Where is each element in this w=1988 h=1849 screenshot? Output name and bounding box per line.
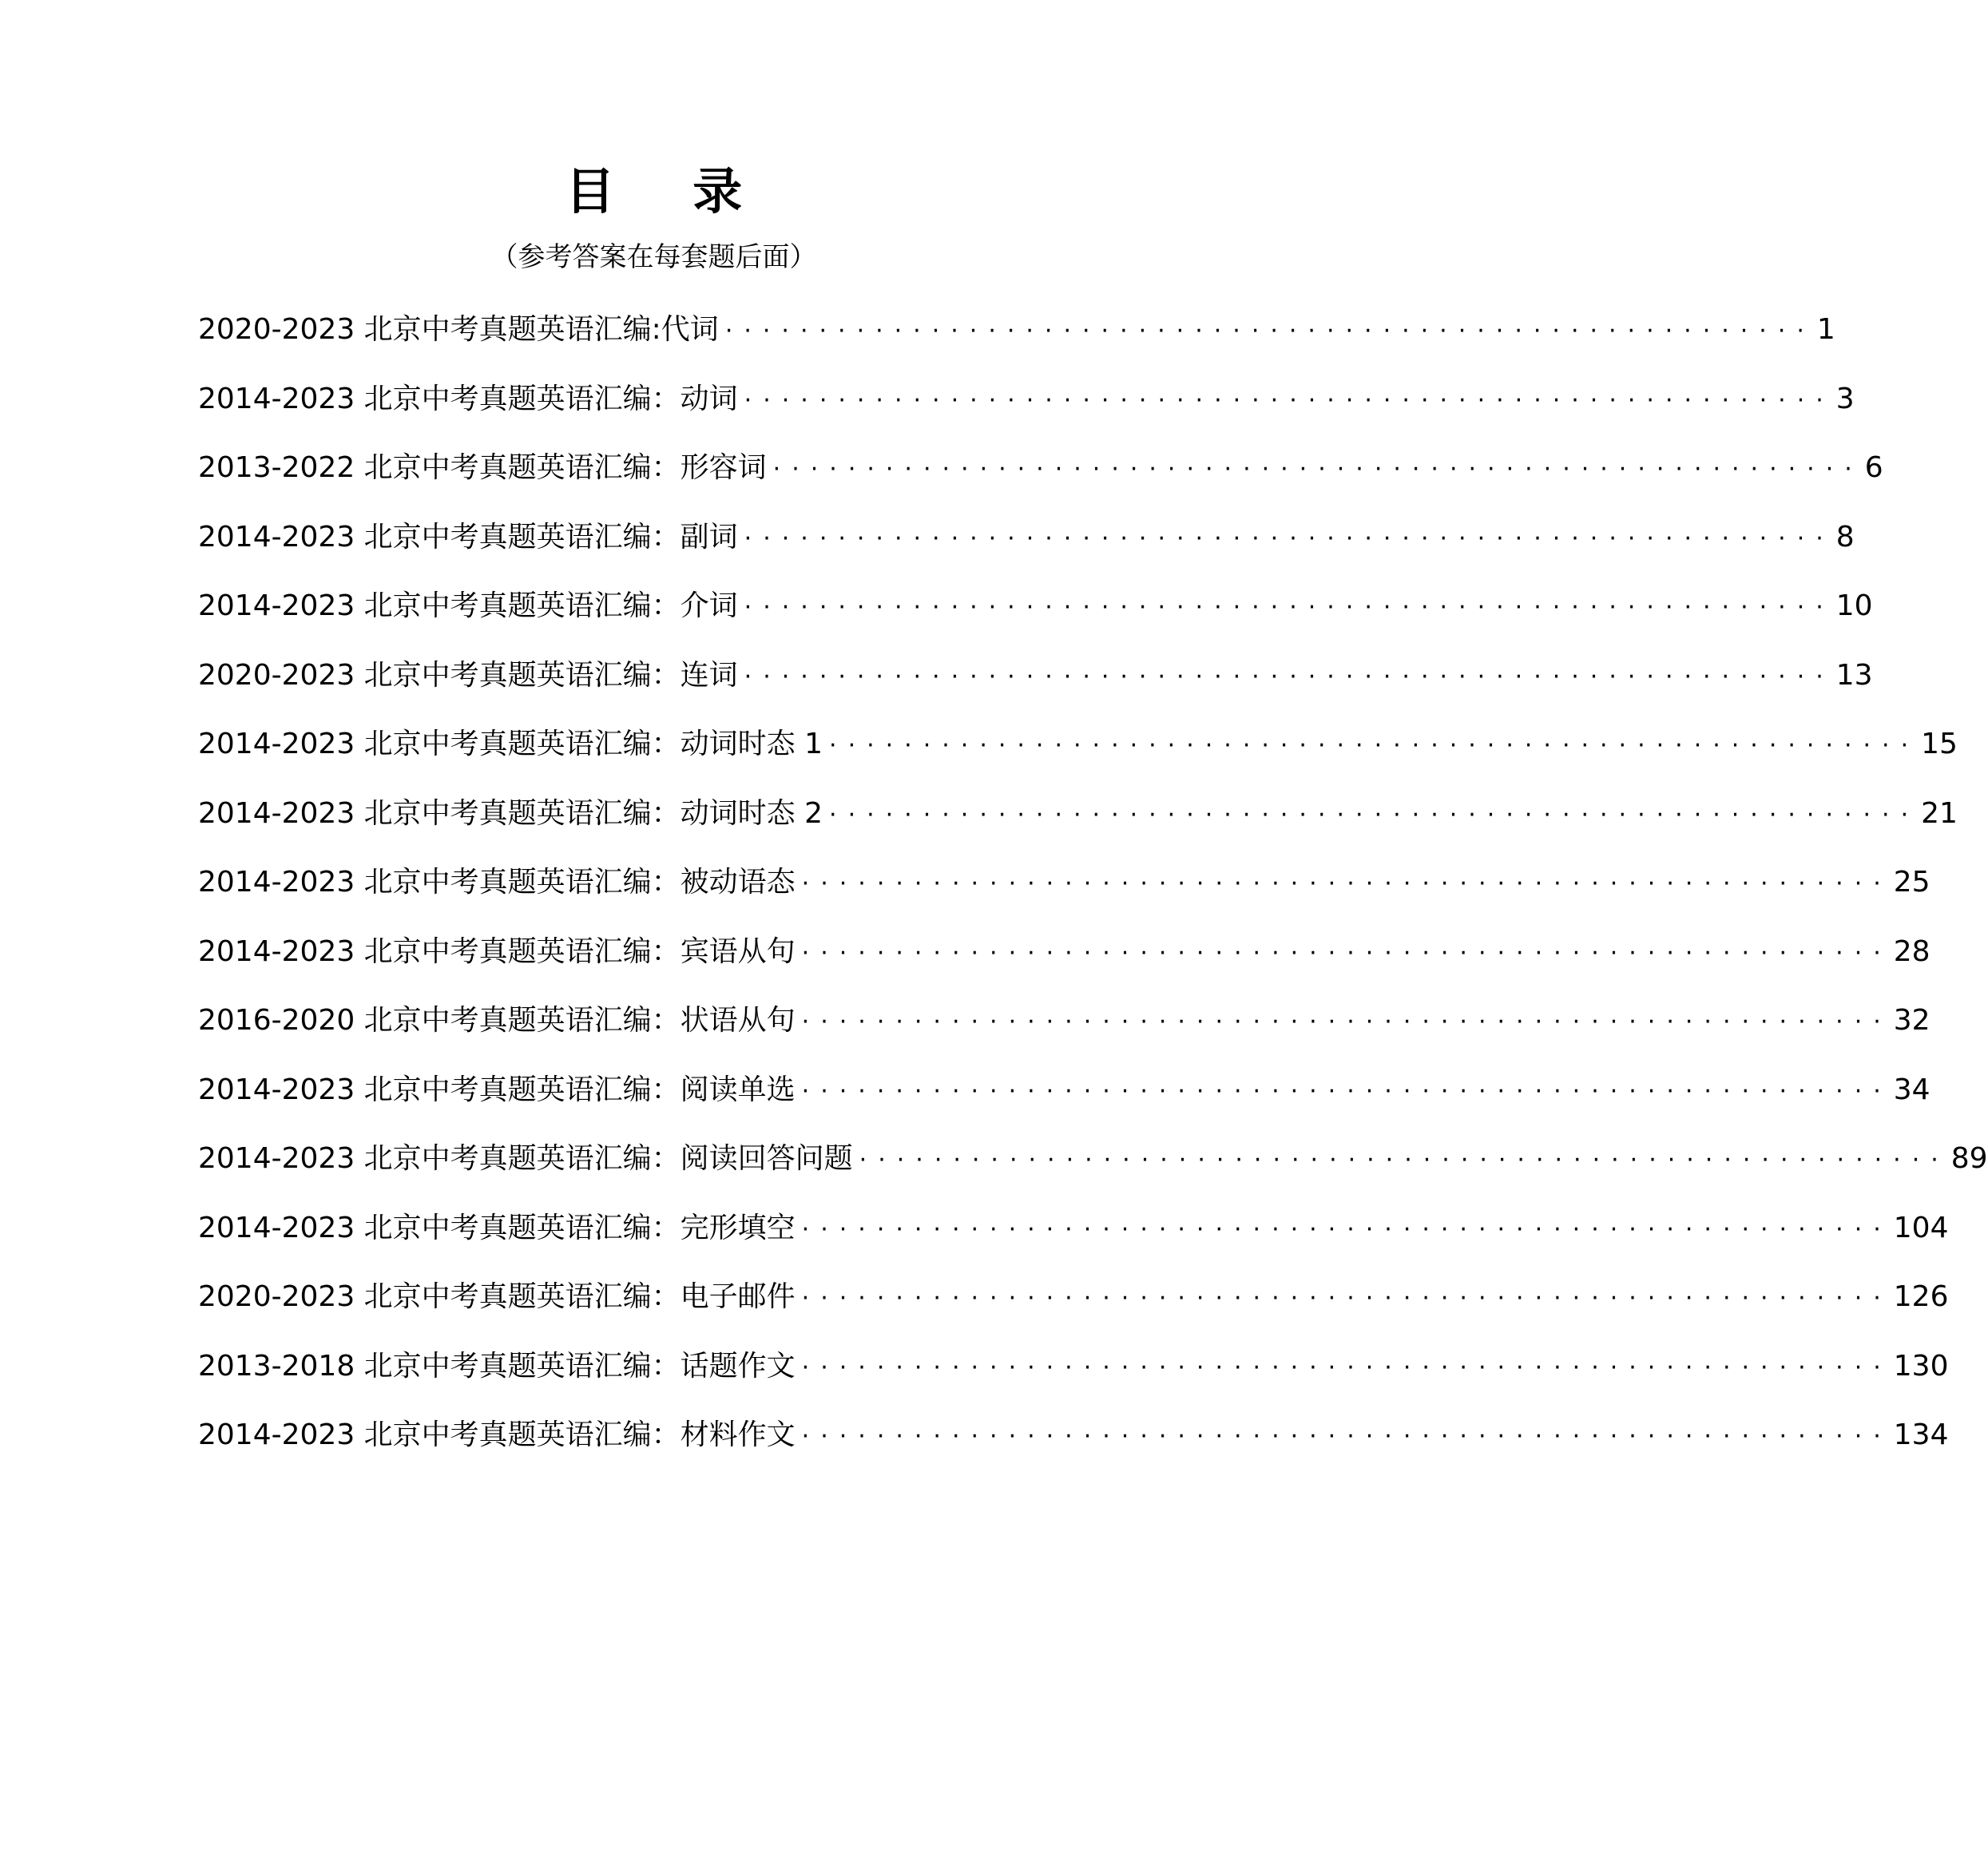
toc-entry-label: 2014-2023 北京中考真题英语汇编：宾语从句 xyxy=(198,934,796,968)
toc-dot-leader: ·························································· xyxy=(801,1422,1892,1450)
toc-entry-page-number: 89 xyxy=(1950,1142,1988,1175)
toc-entry-page-number: 134 xyxy=(1893,1418,1949,1451)
toc-dot-leader: ·························································· xyxy=(744,524,1835,553)
toc-dot-leader: ·························································· xyxy=(744,386,1835,415)
toc-entry[interactable] xyxy=(198,584,1873,653)
toc-entry[interactable] xyxy=(198,515,1855,585)
toc-entry-page-number: 8 xyxy=(1835,520,1855,554)
toc-dot-leader: ·························································· xyxy=(859,1146,1950,1174)
toc-entry-page-number: 21 xyxy=(1921,796,1958,830)
toc-entry[interactable] xyxy=(198,1068,1930,1137)
toc-entry-label: 2014-2023 北京中考真题英语汇编：副词 xyxy=(198,520,738,554)
toc-entry-page-number: 104 xyxy=(1893,1211,1949,1244)
toc-dot-leader: ·························································· xyxy=(724,317,1815,345)
toc-entry-label: 2014-2023 北京中考真题英语汇编：材料作文 xyxy=(198,1418,796,1451)
toc-dot-leader: ·························································· xyxy=(801,938,1892,967)
toc-entry-page-number: 1 xyxy=(1816,313,1835,346)
toc-entry-label: 2014-2023 北京中考真题英语汇编：介词 xyxy=(198,589,738,622)
toc-entry-label: 2014-2023 北京中考真题英语汇编：动词时态 1 xyxy=(198,728,823,760)
toc-entry-page-number: 25 xyxy=(1893,866,1930,899)
toc-entry-label: 2014-2023 北京中考真题英语汇编：完形填空 xyxy=(198,1211,796,1244)
toc-entry[interactable] xyxy=(198,377,1855,446)
page-subtitle: （参考答案在每套题后面） xyxy=(490,241,817,273)
toc-entry-page-number: 28 xyxy=(1893,934,1930,968)
toc-dot-leader: ·························································· xyxy=(801,1077,1892,1105)
toc-entry-label: 2014-2023 北京中考真题英语汇编：被动语态 xyxy=(198,866,796,899)
toc-entry-page-number: 34 xyxy=(1893,1073,1930,1106)
toc-entry-page-number: 32 xyxy=(1893,1004,1930,1037)
toc-entry-label: 2014-2023 北京中考真题英语汇编：动词时态 2 xyxy=(198,796,823,830)
toc-entry[interactable] xyxy=(198,308,1835,377)
toc-dot-leader: ·························································· xyxy=(801,870,1892,898)
toc-entry-label: 2016-2020 北京中考真题英语汇编：状语从句 xyxy=(198,1004,796,1037)
toc-dot-leader: ·························································· xyxy=(772,455,1863,483)
toc-entry[interactable] xyxy=(198,1206,1949,1276)
toc-entry-page-number: 130 xyxy=(1893,1349,1949,1383)
toc-entry[interactable] xyxy=(198,653,1873,723)
toc-entry-page-number: 13 xyxy=(1835,658,1873,692)
toc-entry-label: 2020-2023 北京中考真题英语汇编：电子邮件 xyxy=(198,1280,796,1313)
toc-entry-page-number: 10 xyxy=(1835,589,1873,622)
toc-entry-page-number: 3 xyxy=(1835,382,1855,415)
toc-entry-label: 2014-2023 北京中考真题英语汇编：动词 xyxy=(198,382,738,415)
toc-dot-leader: ·························································· xyxy=(801,1353,1892,1382)
toc-entry[interactable] xyxy=(198,930,1930,999)
toc-dot-leader: ·························································· xyxy=(744,662,1835,691)
toc-entry-label: 2020-2023 北京中考真题英语汇编：连词 xyxy=(198,658,738,692)
toc-entry[interactable] xyxy=(198,998,1930,1068)
table-of-contents xyxy=(198,308,1988,1482)
toc-entry[interactable] xyxy=(198,722,1958,792)
toc-entry[interactable] xyxy=(198,1344,1949,1414)
toc-dot-leader: ·························································· xyxy=(829,732,1920,760)
toc-entry[interactable] xyxy=(198,1275,1949,1344)
toc-entry[interactable] xyxy=(198,1137,1988,1206)
toc-dot-leader: ·························································· xyxy=(801,1008,1892,1036)
toc-entry[interactable] xyxy=(198,446,1883,515)
page-title: 目 录 xyxy=(565,162,773,220)
toc-entry-label: 2020-2023 北京中考真题英语汇编:代词 xyxy=(198,313,719,346)
toc-entry[interactable] xyxy=(198,792,1958,861)
toc-entry[interactable] xyxy=(198,1413,1949,1482)
toc-dot-leader: ·························································· xyxy=(829,800,1920,829)
toc-entry-page-number: 15 xyxy=(1921,728,1958,760)
toc-entry[interactable] xyxy=(198,860,1930,930)
toc-entry-label: 2013-2022 北京中考真题英语汇编：形容词 xyxy=(198,451,767,484)
toc-entry-label: 2014-2023 北京中考真题英语汇编：阅读回答问题 xyxy=(198,1142,853,1175)
toc-entry-label: 2013-2018 北京中考真题英语汇编：话题作文 xyxy=(198,1349,796,1383)
toc-entry-page-number: 126 xyxy=(1893,1280,1949,1313)
toc-dot-leader: ·························································· xyxy=(801,1284,1892,1312)
toc-dot-leader: ·························································· xyxy=(744,593,1835,621)
toc-entry-label: 2014-2023 北京中考真题英语汇编：阅读单选 xyxy=(198,1073,796,1106)
toc-dot-leader: ·························································· xyxy=(801,1215,1892,1244)
toc-entry-page-number: 6 xyxy=(1864,451,1883,484)
